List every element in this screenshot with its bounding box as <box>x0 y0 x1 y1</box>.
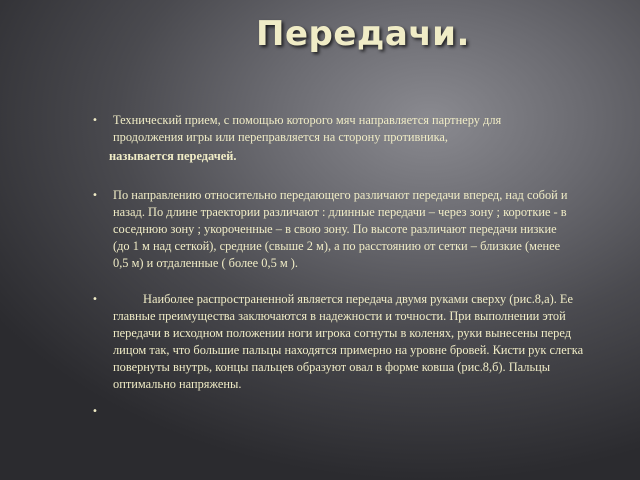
paragraph-classification: По направлению относительно передающего различают передачи вперед, над собой и назад. По длине траектории различают : длинные передачи – через зону ; короткие - в соседнюю зону ; укороченные – в свою зону. По высоте различают передачи низкие (до 1 м над сеткой), средние (свыше 2 м), а по расстоянию от сетки – близкие (менее 0,5 м) и отдаленные ( более 0,5 м ). <box>113 188 568 270</box>
bullet-2: • <box>92 190 98 201</box>
paragraph-definition-bold: называется передачей. <box>109 149 237 163</box>
bullet-1: • <box>92 115 98 126</box>
paragraph-overhead-pass: Наиболее распространенной является передача двумя руками сверху (рис.8,а). Ее главные преимущества заключаются в надежности и точности. При выполнении этой передачи в исходном положении ноги игрока согнуты в коленях, руки вынесены перед лицом так, что большие пальцы находятся примерно на уровне бровей. Кисти рук слегка повернуты внутрь, концы пальцев образуют овал в форме ковша (рис.8,б). Пальцы оптимально напряжены. <box>113 292 584 391</box>
bullet-3: • <box>92 294 98 305</box>
slide-title: Передачи. <box>256 14 470 54</box>
bullet-4-empty: • <box>92 406 98 417</box>
paragraph-definition: Технический прием, с помощью которого мяч направляется партнеру для продолжения игры или переправляется на сторону противника, <box>113 113 502 144</box>
